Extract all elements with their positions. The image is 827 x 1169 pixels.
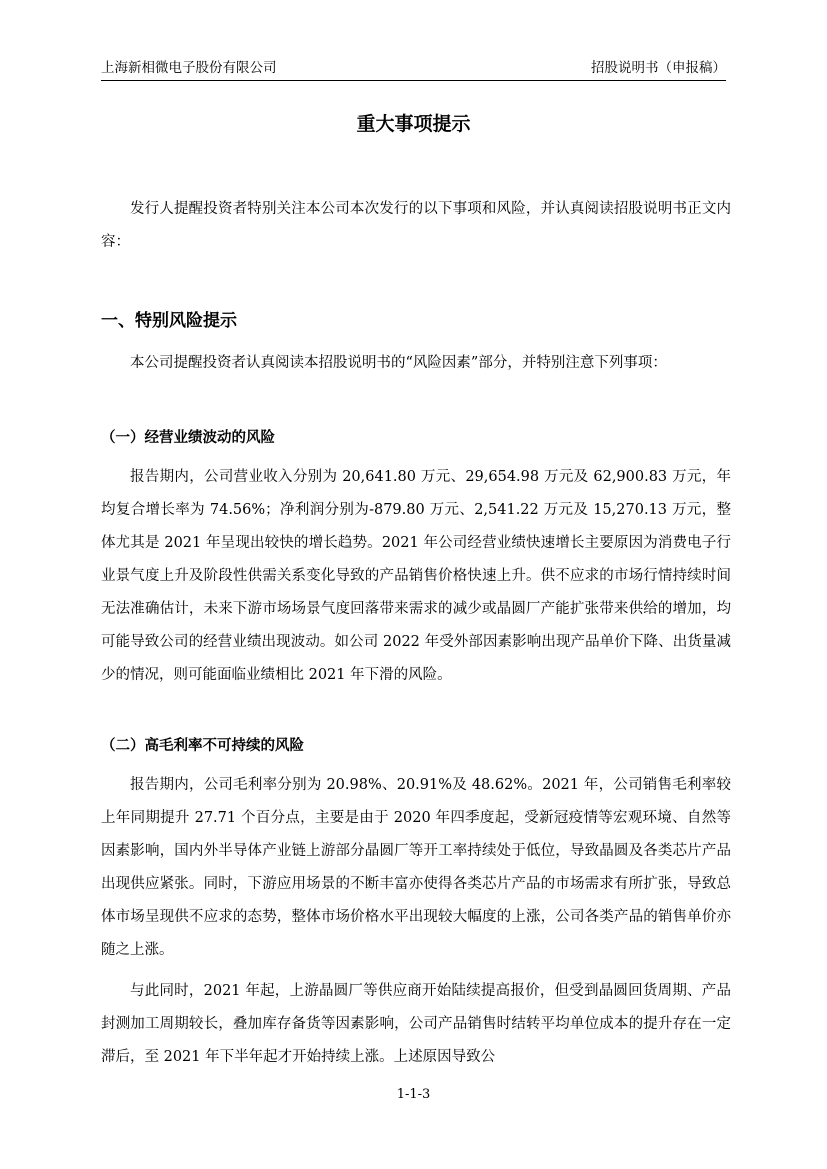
header-document-type: 招股说明书（申报稿）: [591, 60, 726, 76]
header-company-name: 上海新相微电子股份有限公司: [101, 60, 277, 76]
intro-paragraph: 发行人提醒投资者特别关注本公司本次发行的以下事项和风险，并认真阅读招股说明书正文内容：: [101, 201, 731, 250]
page-title: 重大事项提示: [356, 113, 471, 135]
section-heading-special-risks: 一、特别风险提示: [101, 311, 237, 331]
section-intro-paragraph: 本公司提醒投资者认真阅读本招股说明书的“风险因素”部分，并特别注意下列事项：: [130, 355, 667, 371]
gross-margin-risk-paragraph-1: 报告期内，公司毛利率分别为 20.98%、20.91%及 48.62%。2021 年，公司销售毛利率较上年同期提升 27.71 个百分点，主要是由于 2020 年四季度起，受新冠疫情等宏观环境、自然等因素影响，国内外半导体产业链上游部分晶圆厂等开工率持续处于低位，导致晶圆及各类芯片产品出现供应紧张。同时，下游应用场景的不断丰富亦使得各类芯片产品的市场需求有所扩张，导致总体市场呈现供不应求的态势，整体市场价格水平出现较大幅度的上涨，公司各类产品的销售单价亦随之上涨。: [101, 777, 731, 958]
page-header: [101, 58, 726, 81]
gross-margin-risk-paragraph-2: 与此同时，2021 年起，上游晶圆厂等供应商开始陆续提高报价，但受到晶圆回货周期、产品封测加工周期较长，叠加库存备货等因素影响，公司产品销售时结转平均单位成本的提升存在一定滞后，至 2021 年下半年起才开始持续上涨。上述原因导致公: [101, 983, 731, 1065]
subsection-heading-performance-risk: （一）经营业绩波动的风险: [101, 430, 275, 446]
page-number: 1-1-3: [396, 1087, 431, 1102]
subsection-heading-gross-margin-risk: （二）高毛利率不可持续的风险: [101, 738, 304, 754]
performance-risk-paragraph: 报告期内，公司营业收入分别为 20,641.80 万元、29,654.98 万元及 62,900.83 万元，年均复合增长率为 74.56%；净利润分别为-879.80 万元、2,541.22 万元及 15,270.13 万元，整体尤其是 2021 年呈现出较快的增长趋势。2021 年公司经营业绩快速增长主要原因为消费电子行业景气度上升及阶段性供需关系变化导致的产品销售价格快速上升。供不应求的市场行情持续时间无法准确估计，未来下游市场场景气度回落带来需求的减少或晶圆厂产能扩张带来供给的增加，均可能导致公司的经营业绩出现波动。如公司 2022 年受外部因素影响出现产品单价下降、出货量减少的情况，则可能面临业绩相比 2021 年下滑的风险。: [101, 469, 731, 683]
